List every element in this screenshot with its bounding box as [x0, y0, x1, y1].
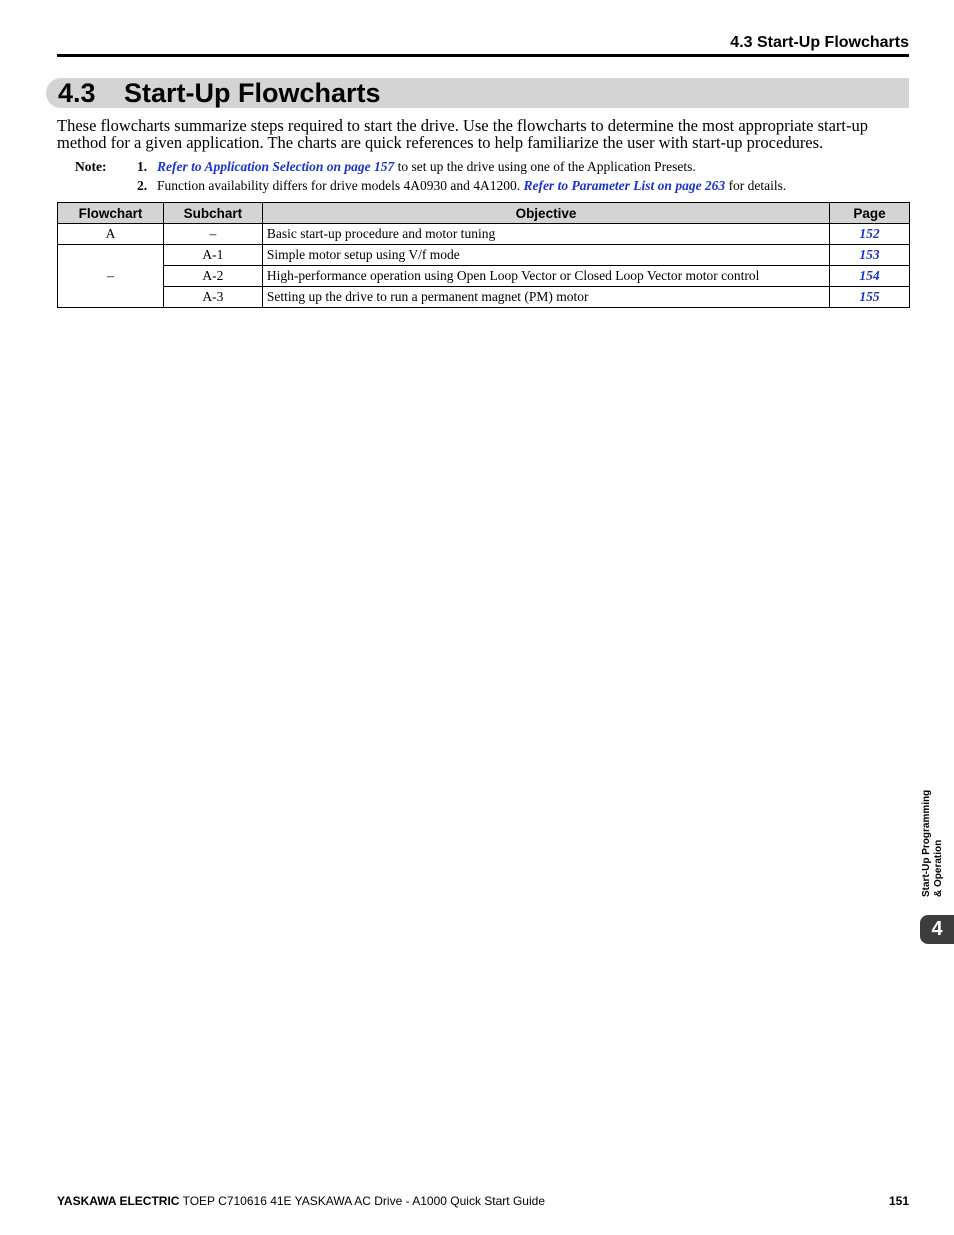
note-number: 1.	[137, 159, 148, 174]
note-text	[157, 157, 696, 176]
objective-cell: High-performance operation using Open Loop Vector or Closed Loop Vector motor control	[262, 266, 829, 287]
section-heading	[46, 78, 909, 108]
note-pre-text: Function availability differs for drive models 4A0930 and 4A1200.	[157, 178, 524, 193]
page-link[interactable]: 153	[830, 245, 910, 266]
objective-cell: Simple motor setup using V/f mode	[262, 245, 829, 266]
column-header-subchart: Subchart	[163, 203, 262, 224]
header-rule	[57, 54, 909, 57]
note-item	[75, 176, 915, 195]
footer-brand: YASKAWA ELECTRIC	[57, 1194, 180, 1208]
note-post-text: for details.	[725, 178, 787, 193]
intro-paragraph: These flowcharts summarize steps required to start the drive. Use the flowcharts to determine the most appropriate start-up method for a given application. The charts are quick references to help familiarize the user with start-up procedures.	[57, 116, 868, 152]
column-header-page: Page	[830, 203, 910, 224]
table-row	[58, 245, 910, 266]
flowchart-cell: –	[58, 245, 164, 308]
subchart-cell: A-1	[163, 245, 262, 266]
table-row	[58, 266, 910, 287]
chapter-tab: 4	[920, 915, 954, 944]
objective-cell: Basic start-up procedure and motor tuning	[262, 224, 829, 245]
flowchart-table	[57, 202, 910, 308]
section-title: Start-Up Flowcharts	[124, 78, 381, 108]
side-tab-label-line: Start-Up Programming	[921, 789, 932, 897]
note-number: 2.	[137, 178, 148, 193]
page-number: 151	[888, 1194, 909, 1208]
subchart-cell: –	[163, 224, 262, 245]
column-header-flowchart: Flowchart	[58, 203, 164, 224]
note-post-text: to set up the drive using one of the Application Presets.	[394, 159, 696, 174]
section-number: 4.3	[58, 78, 96, 108]
note-label: Note:	[75, 159, 107, 174]
flowchart-cell: A	[58, 224, 164, 245]
table-header-row	[58, 203, 910, 224]
link-application-selection[interactable]: Refer to Application Selection on page 157	[157, 159, 395, 174]
column-header-objective: Objective	[262, 203, 829, 224]
subchart-cell: A-2	[163, 266, 262, 287]
link-parameter-list[interactable]: Refer to Parameter List on page 263	[523, 178, 726, 193]
table-row	[58, 224, 910, 245]
page-link[interactable]: 152	[830, 224, 910, 245]
notes-block	[75, 157, 915, 195]
objective-cell: Setting up the drive to run a permanent magnet (PM) motor	[262, 287, 829, 308]
side-tab-label	[921, 790, 945, 897]
page-link[interactable]: 154	[830, 266, 910, 287]
table-row	[58, 287, 910, 308]
page-footer	[57, 1194, 909, 1208]
subchart-cell: A-3	[163, 287, 262, 308]
footer-doc-title: TOEP C710616 41E YASKAWA AC Drive - A1000 Quick Start Guide	[179, 1194, 545, 1208]
side-tab-label-line: & Operation	[933, 839, 944, 897]
running-header: 4.3 Start-Up Flowcharts	[730, 34, 909, 51]
note-item	[75, 157, 915, 176]
note-text	[157, 176, 786, 195]
page-link[interactable]: 155	[830, 287, 910, 308]
